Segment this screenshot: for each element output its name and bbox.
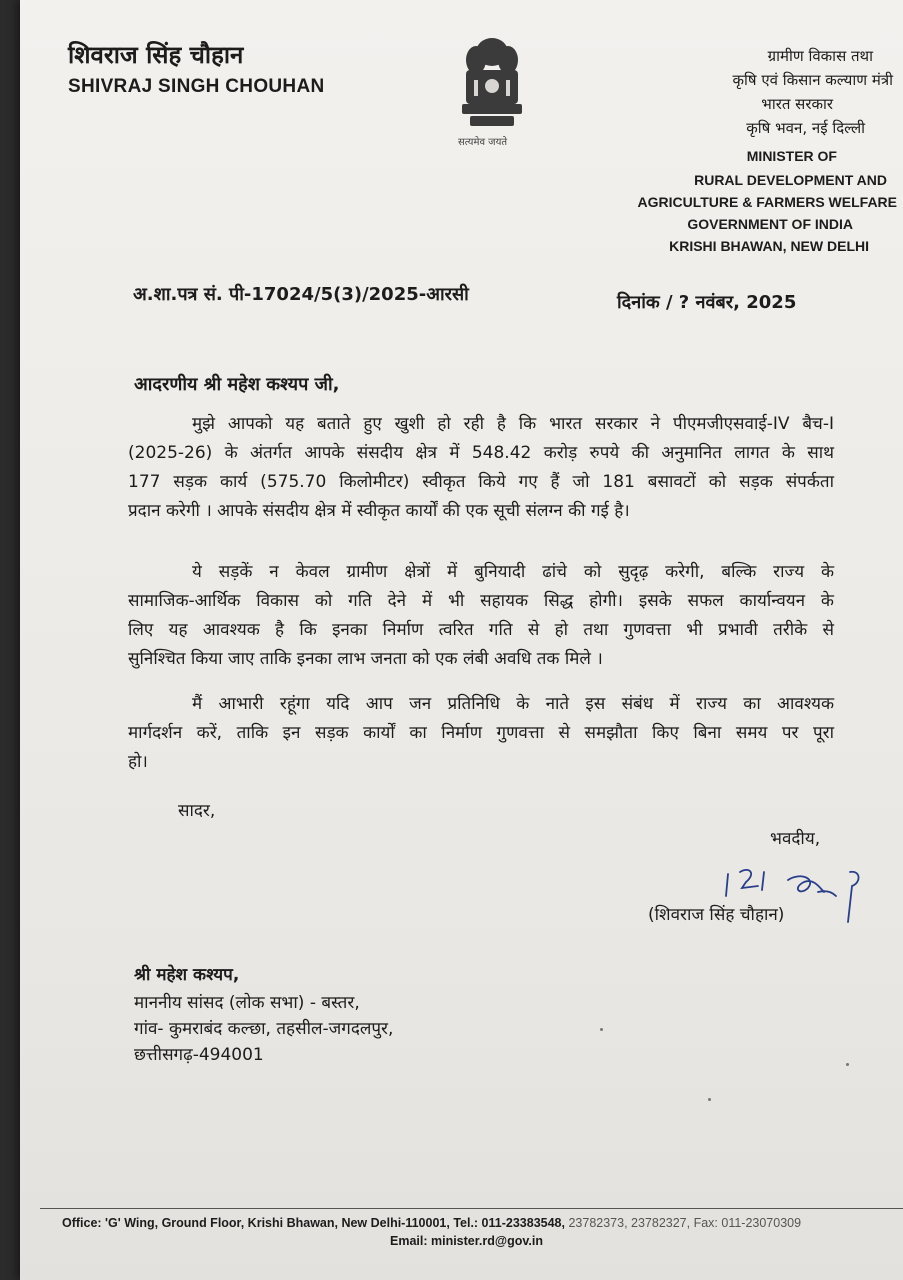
- recipient-address-line: माननीय सांसद (लोक सभा) - बस्तर,: [134, 993, 360, 1013]
- national-emblem-icon: [452, 30, 532, 150]
- designation-english-line: KRISHI BHAWAN, NEW DELHI: [669, 238, 869, 254]
- paper-speck: [708, 1098, 711, 1101]
- signatory-name: (शिवराज सिंह चौहान): [648, 905, 785, 925]
- sender-name-english: SHIVRAJ SINGH CHOUHAN: [68, 76, 325, 97]
- paragraph-line: सामाजिक-आर्थिक विकास को गति देने में भी सहायक सिद्ध होगी। इसके सफल कार्यान्वयन के: [128, 591, 834, 611]
- body-paragraph: [128, 558, 834, 674]
- closing: सादर,: [178, 801, 216, 821]
- paper-speck: [600, 1028, 603, 1031]
- letter-page: [20, 0, 903, 1280]
- body-paragraph: [128, 690, 834, 777]
- paragraph-line: प्रदान करेगी । आपके संसदीय क्षेत्र में स्वीकृत कार्यों की एक सूची संलग्न की गई है।: [128, 501, 630, 521]
- body-paragraph: [128, 410, 834, 526]
- recipient-name: श्री महेश कश्यप,: [134, 965, 240, 985]
- letter-date: दिनांक / ? नवंबर, 2025: [617, 292, 797, 313]
- footer-divider: [40, 1208, 903, 1209]
- footer-email: Email: minister.rd@gov.in: [390, 1234, 543, 1248]
- footer-office-faint: 23782373, 23782327, Fax: 011-23070309: [564, 1216, 802, 1230]
- designation-english-line: AGRICULTURE & FARMERS WELFARE: [637, 194, 897, 210]
- designation-english-line: MINISTER OF: [746, 148, 837, 164]
- reference-number: अ.शा.पत्र सं. पी-17024/5(3)/2025-आरसी: [133, 284, 469, 305]
- paragraph-line: मैं आभारी रहूंगा यदि आप जन प्रतिनिधि के नाते इस संबंध में राज्य का आवश्यक: [192, 694, 834, 714]
- designation-hindi-line: भारत सरकार: [761, 95, 833, 113]
- designation-hindi-line: कृषि भवन, नई दिल्ली: [746, 119, 865, 137]
- paragraph-line: लिए यह आवश्यक है कि इनका निर्माण त्वरित गति से हो तथा गुणवत्ता भी प्रभावी तरीके से: [128, 620, 834, 640]
- sender-name-hindi: शिवराज सिंह चौहान: [68, 41, 244, 69]
- paper-speck: [846, 1063, 849, 1066]
- handwritten-signature: [700, 852, 870, 942]
- designation-hindi-line: ग्रामीण विकास तथा: [767, 47, 873, 65]
- paragraph-line: (2025-26) के अंतर्गत आपके संसदीय क्षेत्र में 548.42 करोड़ रुपये की अनुमानित लागत के साथ: [128, 443, 834, 463]
- paragraph-line: हो।: [128, 752, 148, 772]
- paragraph-line: 177 सड़क कार्य (575.70 किलोमीटर) स्वीकृत किये गए हैं जो 181 बसावटों को सड़क संपर्कता: [128, 472, 834, 492]
- recipient-address-line: छत्तीसगढ़-494001: [134, 1045, 264, 1065]
- paragraph-line: सुनिश्चित किया जाए ताकि इनका लाभ जनता को एक लंबी अवधि तक मिले ।: [128, 649, 603, 669]
- paragraph-line: मार्गदर्शन करें, ताकि इन सड़क कार्यों का निर्माण गुणवत्ता से समझौता किए बिना समय पर पूरा: [128, 723, 834, 743]
- footer-office: [62, 1216, 801, 1230]
- emblem-motto: सत्यमेव जयते: [458, 137, 508, 148]
- designation-english-line: RURAL DEVELOPMENT AND: [694, 172, 887, 188]
- footer-office-text: Office: 'G' Wing, Ground Floor, Krishi Bhawan, New Delhi-110001, Tel.: 011-23383548,: [62, 1216, 565, 1230]
- paragraph-line: ये सड़कें न केवल ग्रामीण क्षेत्रों में बुनियादी ढांचे को सुदृढ़ करेगी, बल्कि राज्य के: [192, 562, 834, 582]
- salutation: आदरणीय श्री महेश कश्यप जी,: [134, 374, 340, 395]
- valediction: भवदीय,: [770, 829, 821, 849]
- designation-hindi-line: कृषि एवं किसान कल्याण मंत्री: [732, 71, 893, 89]
- paragraph-line: मुझे आपको यह बताते हुए खुशी हो रही है कि भारत सरकार ने पीएमजीएसवाई-IV बैच-I: [192, 414, 834, 434]
- recipient-address-line: गांव- कुमराबंद कल्छा, तहसील-जगदलपुर,: [134, 1019, 394, 1039]
- designation-english-line: GOVERNMENT OF INDIA: [687, 216, 853, 232]
